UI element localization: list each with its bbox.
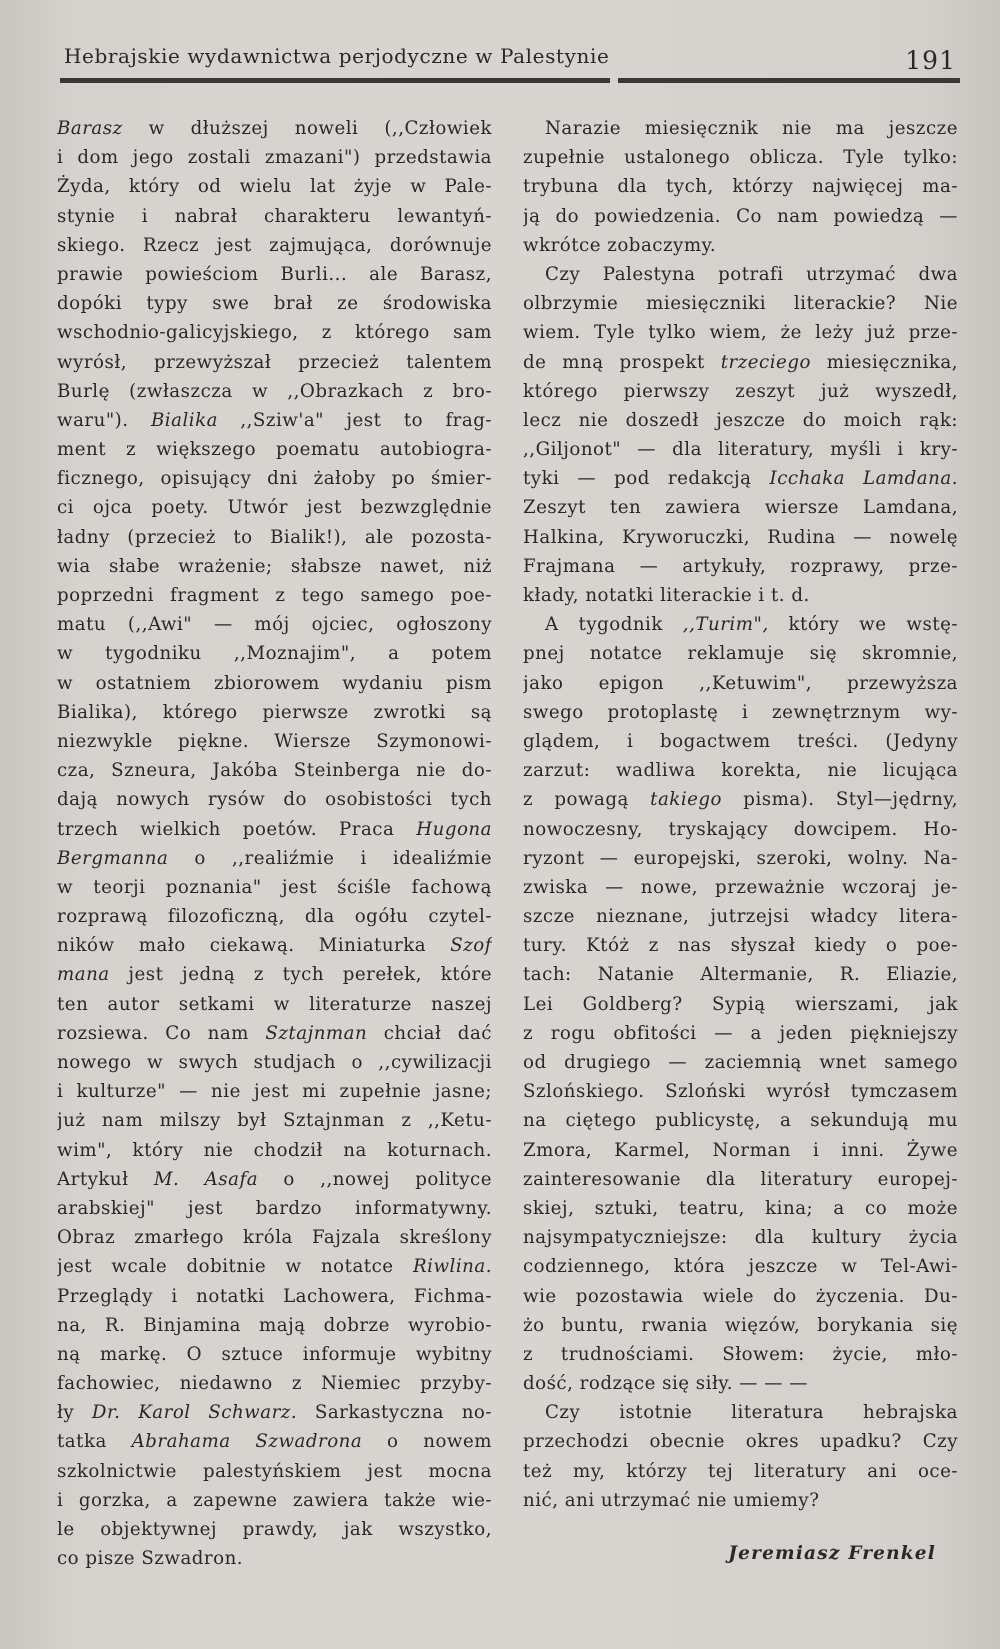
text-line (523, 231, 958, 260)
text-line (57, 1106, 492, 1135)
text-fragment: z rogu obfitości — a jeden piękniejszy (523, 1022, 958, 1044)
text-fragment: wiem. Tyle tylko wiem, że leży już prze- (523, 322, 958, 344)
text-fragment: nowego w swych studjach o ,,cywilizacji (57, 1052, 492, 1073)
text-line (57, 202, 492, 231)
text-fragment: A tygodnik (545, 614, 683, 636)
text-line (523, 873, 958, 902)
text-fragment: Obraz zmarłego króla Fajzala skreślony (57, 1227, 492, 1249)
text-line (57, 698, 492, 727)
text-fragment: Żyda, który od wielu lat żyje w Pale- (57, 176, 492, 198)
author-signature: Jeremiasz Frenkel (728, 1543, 936, 1564)
text-line (57, 231, 492, 260)
text-line (523, 1019, 958, 1048)
text-line (523, 1136, 958, 1165)
text-fragment: niezwykle piękne. Wiersze Szymonowi- (57, 730, 492, 752)
text-fragment: lecz nie doszedł jeszcze do moich rąk: (523, 409, 958, 431)
text-fragment: wim", który nie chodził na koturnach. (57, 1139, 492, 1161)
text-fragment: Zmora, Karmel, Norman i inni. Żywe (523, 1139, 958, 1161)
text-fragment: tatka (57, 1431, 132, 1453)
text-line (523, 348, 958, 377)
text-line (57, 289, 492, 318)
text-fragment: dopóki typy swe brał ze środowiska (57, 293, 492, 315)
text-line (523, 143, 958, 172)
text-fragment: dają nowych rysów do osobistości tych (57, 789, 492, 811)
text-line (523, 1398, 958, 1427)
text-fragment: ment z większego poematu autobiogra- (57, 439, 492, 461)
text-fragment: też my, którzy tej literatury ani oce- (523, 1460, 958, 1482)
italic-name: Barasz (57, 118, 123, 139)
text-fragment: de mną prospekt (523, 351, 721, 373)
text-line (57, 377, 492, 406)
text-fragment: wie pozostawia wiele do życzenia. Du- (523, 1285, 958, 1307)
text-line (57, 1194, 492, 1223)
text-fragment: Sarkastyczna no- (297, 1402, 492, 1424)
text-fragment: olbrzymie miesięczniki literackie? Nie (523, 293, 958, 315)
text-line (523, 902, 958, 931)
text-line (523, 581, 958, 610)
text-line (57, 1544, 492, 1573)
text-fragment: ną markę. O sztuce informuje wybitny (57, 1343, 492, 1365)
text-line (523, 815, 958, 844)
text-line (57, 1427, 492, 1456)
text-fragment: o nowem (362, 1431, 492, 1453)
text-fragment: jest wcale dobitnie w notatce (57, 1256, 413, 1278)
text-line (523, 552, 958, 581)
text-fragment: Czy Palestyna potrafi utrzymać dwa (545, 263, 958, 285)
text-line (523, 1048, 958, 1077)
text-fragment: przechodzi obecnie okres upadku? Czy (523, 1431, 958, 1453)
text-line (523, 1282, 958, 1311)
text-line (57, 610, 492, 639)
right-text-column (523, 114, 958, 1515)
text-line (57, 960, 492, 989)
text-fragment: Burlę (zwłaszcza w ,,Obrazkach z bro- (57, 380, 492, 402)
text-fragment: arabskiej" jest bardzo informatywny. (57, 1197, 492, 1219)
text-line (523, 172, 958, 201)
text-fragment: tury. Któż z nas słyszał kiedy o poe- (523, 935, 958, 957)
text-fragment: od drugiego — zaciemnią wnet samego (523, 1052, 958, 1073)
text-line (57, 552, 492, 581)
text-fragment: wkrótce zobaczymy. (523, 234, 717, 256)
text-line (523, 289, 958, 318)
header-rule-right (618, 78, 960, 83)
text-line (523, 990, 958, 1019)
text-fragment: dość, rodzące się siły. — — — (523, 1373, 808, 1395)
text-fragment: zwiska — nowe, przeważnie wczoraj je- (523, 876, 958, 898)
page-header (60, 40, 960, 84)
italic-name: M. Asafa (153, 1168, 259, 1190)
text-line (523, 114, 958, 143)
text-fragment: rozsiewa. Co nam (57, 1022, 266, 1044)
text-fragment: i kulturze" — nie jest mi zupełnie jasne; (57, 1081, 492, 1103)
text-fragment: tach: Natanie Altermanie, R. Eliazie, (523, 964, 958, 986)
text-line (523, 844, 958, 873)
text-line (523, 960, 958, 989)
running-title: Hebrajskie wydawnictwa perjodyczne w Palestynie (64, 44, 610, 68)
text-line (523, 1194, 958, 1223)
text-line (57, 406, 492, 435)
italic-name: takiego (650, 789, 723, 811)
text-line (523, 1486, 958, 1515)
text-fragment: ładny (przecież to Bialik!), ale pozosta- (57, 526, 492, 548)
italic-name: Abrahama Szwadrona (131, 1431, 363, 1453)
text-line (57, 756, 492, 785)
text-fragment: ficznego, opisujący dni żałoby po śmier- (57, 468, 492, 490)
text-fragment: Bialika), którego pierwsze zwrotki są (57, 701, 492, 723)
italic-name: Riwlina. (412, 1256, 492, 1278)
text-fragment: wschodnio-galicyjskiego, z którego sam (57, 322, 492, 344)
text-fragment: matu (,,Awi" — mój ojciec, ogłoszony (57, 614, 492, 636)
text-fragment: kłady, notatki literackie i t. d. (523, 585, 810, 606)
text-fragment: codziennego, która jeszcze w Tel-Awi- (523, 1256, 958, 1278)
text-line (523, 931, 958, 960)
text-line (523, 1252, 958, 1281)
text-fragment: już nam milszy był Sztajnman z ,,Ketu- (57, 1110, 492, 1132)
text-line (57, 1398, 492, 1427)
text-fragment: Przeglądy i notatki Lachowera, Fichma- (57, 1285, 492, 1307)
italic-name: Hugona (416, 818, 492, 840)
text-fragment: Artykuł (57, 1168, 154, 1190)
text-fragment: prawie powieściom Burli... ale Barasz, (57, 263, 492, 285)
text-fragment: wyrósł, przewyższał przecież talentem (57, 351, 492, 373)
text-line (523, 493, 958, 522)
text-line (523, 727, 958, 756)
text-line (523, 1427, 958, 1456)
page-number: 191 (905, 46, 956, 75)
text-fragment: co pisze Szwadron. (57, 1548, 244, 1570)
text-line (57, 435, 492, 464)
text-line (57, 1077, 492, 1106)
text-line (57, 1252, 492, 1281)
text-fragment: ją do powiedzenia. Co nam powiedzą — (523, 205, 958, 227)
text-line (523, 1165, 958, 1194)
text-fragment: swego protoplastę i zewnętrznym wy- (523, 701, 958, 723)
text-fragment: w ostatniem zbiorowem wydaniu pism (57, 672, 492, 694)
text-fragment: zarzut: wadliwa korekta, nie licująca (523, 760, 958, 782)
text-line (57, 260, 492, 289)
text-fragment: trybuna dla tych, którzy najwięcej ma- (523, 176, 958, 198)
text-line (57, 348, 492, 377)
text-line (57, 1340, 492, 1369)
text-line (57, 1486, 492, 1515)
text-fragment: pnej notatce reklamuje się skromnie, (523, 643, 958, 665)
text-fragment: szkolnictwie palestyńskiem jest mocna (57, 1460, 492, 1482)
text-fragment: ten autor setkami w literaturze naszej (57, 993, 492, 1015)
text-line (523, 639, 958, 668)
text-line (523, 610, 958, 639)
text-line (57, 1165, 492, 1194)
text-fragment: jest jedną z tych perełek, które (109, 964, 492, 986)
left-text-column (57, 114, 492, 1573)
text-fragment: ły (57, 1402, 92, 1424)
text-line (57, 1019, 492, 1048)
text-line (523, 698, 958, 727)
text-line (523, 1077, 958, 1106)
text-line (523, 785, 958, 814)
italic-name: ,,Turim", (682, 614, 769, 636)
text-fragment: i gorzka, a zapewne zawiera także wie- (57, 1489, 492, 1511)
text-fragment: żo buntu, rwania więzów, borykania się (523, 1314, 958, 1336)
text-line (57, 727, 492, 756)
text-fragment: cza, Szneura, Jakóba Steinberga nie do- (57, 760, 492, 782)
header-rule-left (60, 78, 610, 83)
italic-name: Icchaka Lamdana. (769, 468, 958, 490)
text-fragment: w tygodniku ,,Moznajim", a potem (57, 643, 492, 665)
text-fragment: którego pierwszy zeszyt już wyszedł, (523, 380, 958, 402)
text-fragment: wia słabe wrażenie; słabsze nawet, niż (57, 555, 492, 577)
text-line (57, 493, 492, 522)
italic-name: Bergmanna (57, 847, 169, 869)
italic-name: trzeciego (720, 351, 811, 373)
text-fragment: skiego. Rzecz jest zajmująca, dorównuje (57, 234, 492, 256)
text-fragment: szcze nieznane, jutrzejsi władcy litera- (523, 906, 958, 928)
text-line (523, 1223, 958, 1252)
text-fragment: glądem, i bogactwem treści. (Jedyny (523, 730, 958, 752)
text-line (57, 815, 492, 844)
text-line (57, 669, 492, 698)
text-line (523, 435, 958, 464)
text-line (57, 114, 492, 143)
text-line (57, 1457, 492, 1486)
text-fragment: na ciętego publicystę, a sekundują mu (523, 1110, 958, 1132)
text-fragment: stynie i nabrał charakteru lewantyń- (57, 205, 492, 227)
text-line (57, 1515, 492, 1544)
text-fragment: w dłuższej noweli (,,Człowiek (122, 118, 492, 139)
text-line (57, 639, 492, 668)
text-fragment: waru"). (57, 409, 151, 431)
text-fragment: ,,Giljonot" — dla literatury, myśli i kry- (523, 439, 958, 461)
text-line (523, 1340, 958, 1369)
text-fragment: Szlońskiego. Szloński wyrósł tymczasem (523, 1081, 958, 1103)
text-line (57, 873, 492, 902)
text-fragment: chciał dać (367, 1022, 492, 1044)
text-fragment: nowoczesny, tryskający dowcipem. Ho- (523, 818, 958, 840)
text-fragment: zupełnie ustalonego oblicza. Tyle tylko: (523, 147, 958, 169)
text-line (523, 406, 958, 435)
text-line (523, 1369, 958, 1398)
text-fragment: le objektywnej prawdy, jak wszystko, (57, 1519, 492, 1540)
text-fragment: miesięcznika, (810, 351, 958, 373)
text-fragment: Narazie miesięcznik nie ma jeszcze (545, 118, 958, 139)
text-line (57, 172, 492, 201)
italic-name: Sztajnman (265, 1022, 368, 1044)
text-line (523, 202, 958, 231)
text-fragment: pisma). Styl—jędrny, (722, 789, 958, 811)
text-fragment: trzech wielkich poetów. Praca (57, 818, 417, 840)
text-line (523, 756, 958, 785)
italic-name: Bialika (150, 409, 218, 431)
text-fragment: tyki — pod redakcją (523, 468, 770, 490)
text-line (57, 844, 492, 873)
text-fragment: poprzedni fragment z tego samego poe- (57, 585, 492, 606)
italic-name: mana (57, 964, 110, 986)
text-fragment: najsympatyczniejsze: dla kultury życia (523, 1227, 958, 1249)
italic-name: Dr. Karol Schwarz. (91, 1402, 298, 1424)
text-fragment: o ,,nowej polityce (258, 1168, 492, 1190)
text-line (57, 990, 492, 1019)
text-line (57, 581, 492, 610)
text-fragment: Lei Goldberg? Sypią wierszami, jak (523, 993, 958, 1015)
text-line (57, 1311, 492, 1340)
text-fragment: w teorji poznania" jest ściśle fachową (57, 876, 492, 898)
text-line (523, 1457, 958, 1486)
text-line (57, 931, 492, 960)
text-line (57, 1048, 492, 1077)
text-line (57, 1223, 492, 1252)
text-line (57, 785, 492, 814)
text-fragment: Frajmana — artykuły, rozprawy, prze- (523, 555, 958, 577)
text-fragment: Czy istotnie literatura hebrajska (545, 1402, 958, 1424)
text-line (523, 1311, 958, 1340)
italic-name: Szof (450, 935, 492, 957)
text-fragment: skiej, sztuki, teatru, kina; a co może (523, 1197, 958, 1219)
text-line (523, 377, 958, 406)
text-line (523, 318, 958, 347)
text-line (523, 260, 958, 289)
text-fragment: zainteresowanie dla literatury europej- (523, 1168, 958, 1190)
text-line (57, 464, 492, 493)
text-fragment: ,,Sziw'a" jest to frag- (217, 409, 492, 431)
text-fragment: ci ojca poety. Utwór jest bezwzględnie (57, 497, 492, 519)
text-line (523, 523, 958, 552)
text-fragment: Zeszyt ten zawiera wiersze Lamdana, (523, 497, 958, 519)
text-line (523, 669, 958, 698)
text-line (57, 902, 492, 931)
text-fragment: Halkina, Kryworuczki, Rudina — nowelę (523, 526, 958, 548)
text-line (57, 523, 492, 552)
text-fragment: jako epigon ,,Ketuwim", przewyższa (523, 672, 958, 694)
text-line (523, 1106, 958, 1135)
text-line (523, 464, 958, 493)
text-line (57, 318, 492, 347)
text-line (57, 1282, 492, 1311)
text-fragment: fachowiec, niedawno z Niemiec przyby- (57, 1373, 492, 1395)
text-fragment: o ,,realiźmie i idealiźmie (168, 847, 492, 869)
text-fragment: nić, ani utrzymać nie umiemy? (523, 1489, 820, 1511)
text-fragment: z trudnościami. Słowem: życie, mło- (523, 1343, 958, 1365)
text-fragment: na, R. Binjamina mają dobrze wyrobio- (57, 1314, 492, 1336)
text-fragment: z powagą (523, 789, 651, 811)
text-line (57, 143, 492, 172)
text-fragment: który we wstę- (768, 614, 958, 636)
text-line (57, 1136, 492, 1165)
text-fragment: i dom jego zostali zmazani") przedstawia (57, 147, 492, 169)
text-fragment: ników mało ciekawą. Miniaturka (57, 935, 451, 957)
text-fragment: rozprawą filozoficzną, dla ogółu czytel- (57, 906, 492, 928)
text-line (57, 1369, 492, 1398)
text-fragment: ryzont — europejski, szeroki, wolny. Na- (523, 847, 958, 869)
